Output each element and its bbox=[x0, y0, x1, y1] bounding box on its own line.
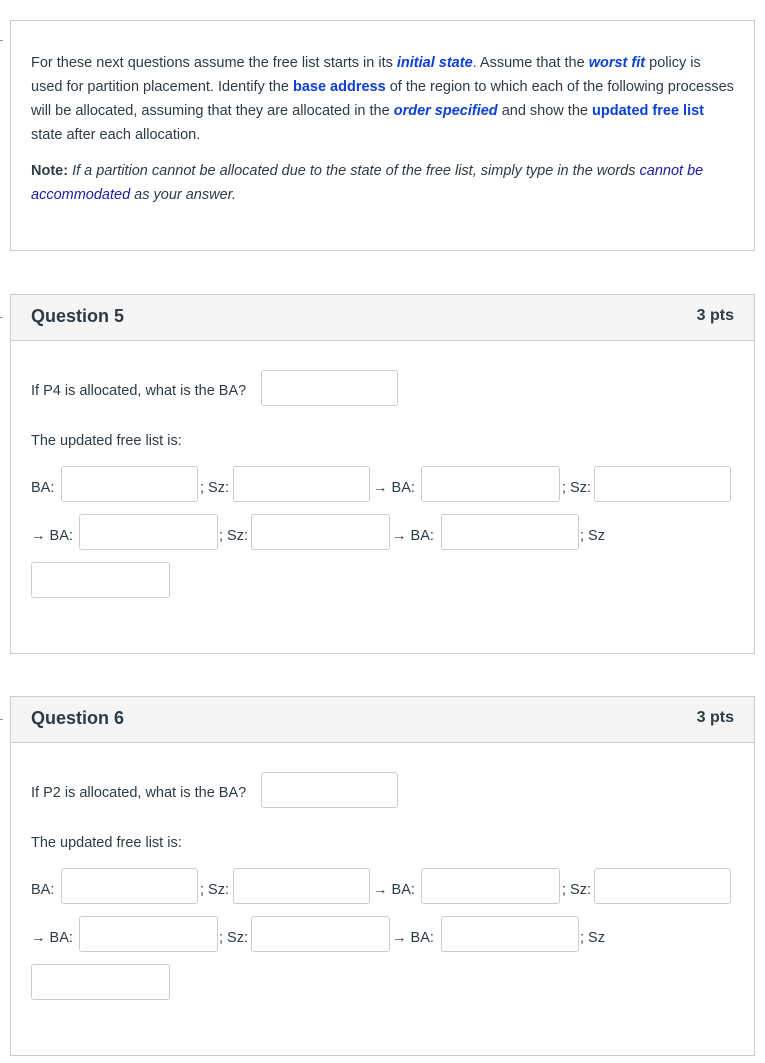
instructions-paragraph bbox=[31, 51, 734, 147]
free-list-sz-input-3[interactable] bbox=[251, 514, 390, 550]
free-list-sz-input-1[interactable] bbox=[233, 868, 370, 904]
instructions-text: state after each allocation. bbox=[31, 127, 201, 143]
free-list-ba-input-4[interactable] bbox=[441, 514, 579, 550]
free-list-ba-input-1[interactable] bbox=[61, 466, 198, 502]
question-points: 3 pts bbox=[696, 307, 734, 324]
edge-marker bbox=[0, 317, 3, 318]
sz-last-label: ; Sz bbox=[580, 528, 605, 544]
instructions-text: of the region to which each of the following processes will be allocated, assuming that they are allocated in the bbox=[31, 79, 734, 119]
sz-label: ; Sz: bbox=[219, 528, 249, 544]
arrow-ba-label: → BA: bbox=[373, 882, 415, 898]
free-list-ba-input-2[interactable] bbox=[421, 466, 560, 502]
instructions-text: policy is used for partition placement. Identify the bbox=[31, 55, 701, 95]
free-list-ba-input-2[interactable] bbox=[421, 868, 560, 904]
note-text: If a partition cannot be allocated due to the state of the free list, simply type in the words bbox=[68, 163, 640, 179]
instructions-highlight: order specified bbox=[393, 103, 498, 119]
arrow-ba-label: → BA: bbox=[373, 480, 415, 496]
instructions-panel bbox=[10, 20, 755, 251]
question-title: Question 5 bbox=[31, 306, 125, 326]
instructions-highlight: worst fit bbox=[588, 55, 646, 71]
ba-answer-input[interactable] bbox=[261, 772, 398, 808]
ba-prompt: If P2 is allocated, what is the BA? bbox=[31, 785, 247, 801]
instructions-text: . Assume that the bbox=[472, 55, 589, 71]
instructions-text: and show the bbox=[497, 103, 592, 119]
ba-label: BA: bbox=[31, 480, 55, 496]
edge-marker bbox=[0, 40, 3, 41]
free-list-ba-input-4[interactable] bbox=[441, 916, 579, 952]
arrow-ba-label: → BA: bbox=[31, 528, 73, 544]
sz-label: ; Sz: bbox=[200, 882, 230, 898]
note-label: Note: bbox=[31, 163, 69, 179]
sz-last-label: ; Sz bbox=[580, 930, 605, 946]
ba-label: BA: bbox=[31, 882, 55, 898]
free-list-sz-input-2[interactable] bbox=[594, 868, 731, 904]
arrow-ba-label: → BA: bbox=[392, 528, 434, 544]
free-list-ba-input-3[interactable] bbox=[79, 916, 218, 952]
instructions-highlight: initial state bbox=[396, 55, 473, 71]
question-6-card bbox=[10, 696, 755, 1056]
question-title: Question 6 bbox=[31, 708, 125, 728]
sz-label: ; Sz: bbox=[219, 930, 249, 946]
instructions-text: For these next questions assume the free list starts in its bbox=[31, 55, 397, 71]
edge-marker bbox=[0, 719, 3, 720]
ba-prompt: If P4 is allocated, what is the BA? bbox=[31, 383, 247, 399]
arrow-ba-label: → BA: bbox=[31, 930, 73, 946]
free-list-label: The updated free list is: bbox=[31, 835, 182, 851]
free-list-label: The updated free list is: bbox=[31, 433, 182, 449]
instructions-highlight: updated free list bbox=[592, 103, 704, 119]
question-header bbox=[11, 295, 754, 341]
free-list-sz-input-2[interactable] bbox=[594, 466, 731, 502]
arrow-ba-label: → BA: bbox=[392, 930, 434, 946]
instructions-highlight: base address bbox=[292, 79, 386, 95]
question-points: 3 pts bbox=[696, 709, 734, 726]
free-list-sz-input-4[interactable] bbox=[31, 964, 170, 1000]
sz-label: ; Sz: bbox=[562, 882, 592, 898]
free-list-sz-input-3[interactable] bbox=[251, 916, 390, 952]
note-highlight: cannot be accommodated bbox=[31, 163, 704, 203]
question-header bbox=[11, 697, 754, 743]
sz-label: ; Sz: bbox=[200, 480, 230, 496]
note-paragraph bbox=[31, 159, 734, 207]
free-list-sz-input-1[interactable] bbox=[233, 466, 370, 502]
free-list-ba-input-1[interactable] bbox=[61, 868, 198, 904]
sz-label: ; Sz: bbox=[562, 480, 592, 496]
ba-answer-input[interactable] bbox=[261, 370, 398, 406]
note-text-end: as your answer. bbox=[130, 187, 236, 203]
free-list-sz-input-4[interactable] bbox=[31, 562, 170, 598]
free-list-ba-input-3[interactable] bbox=[79, 514, 218, 550]
question-5-card bbox=[10, 294, 755, 654]
